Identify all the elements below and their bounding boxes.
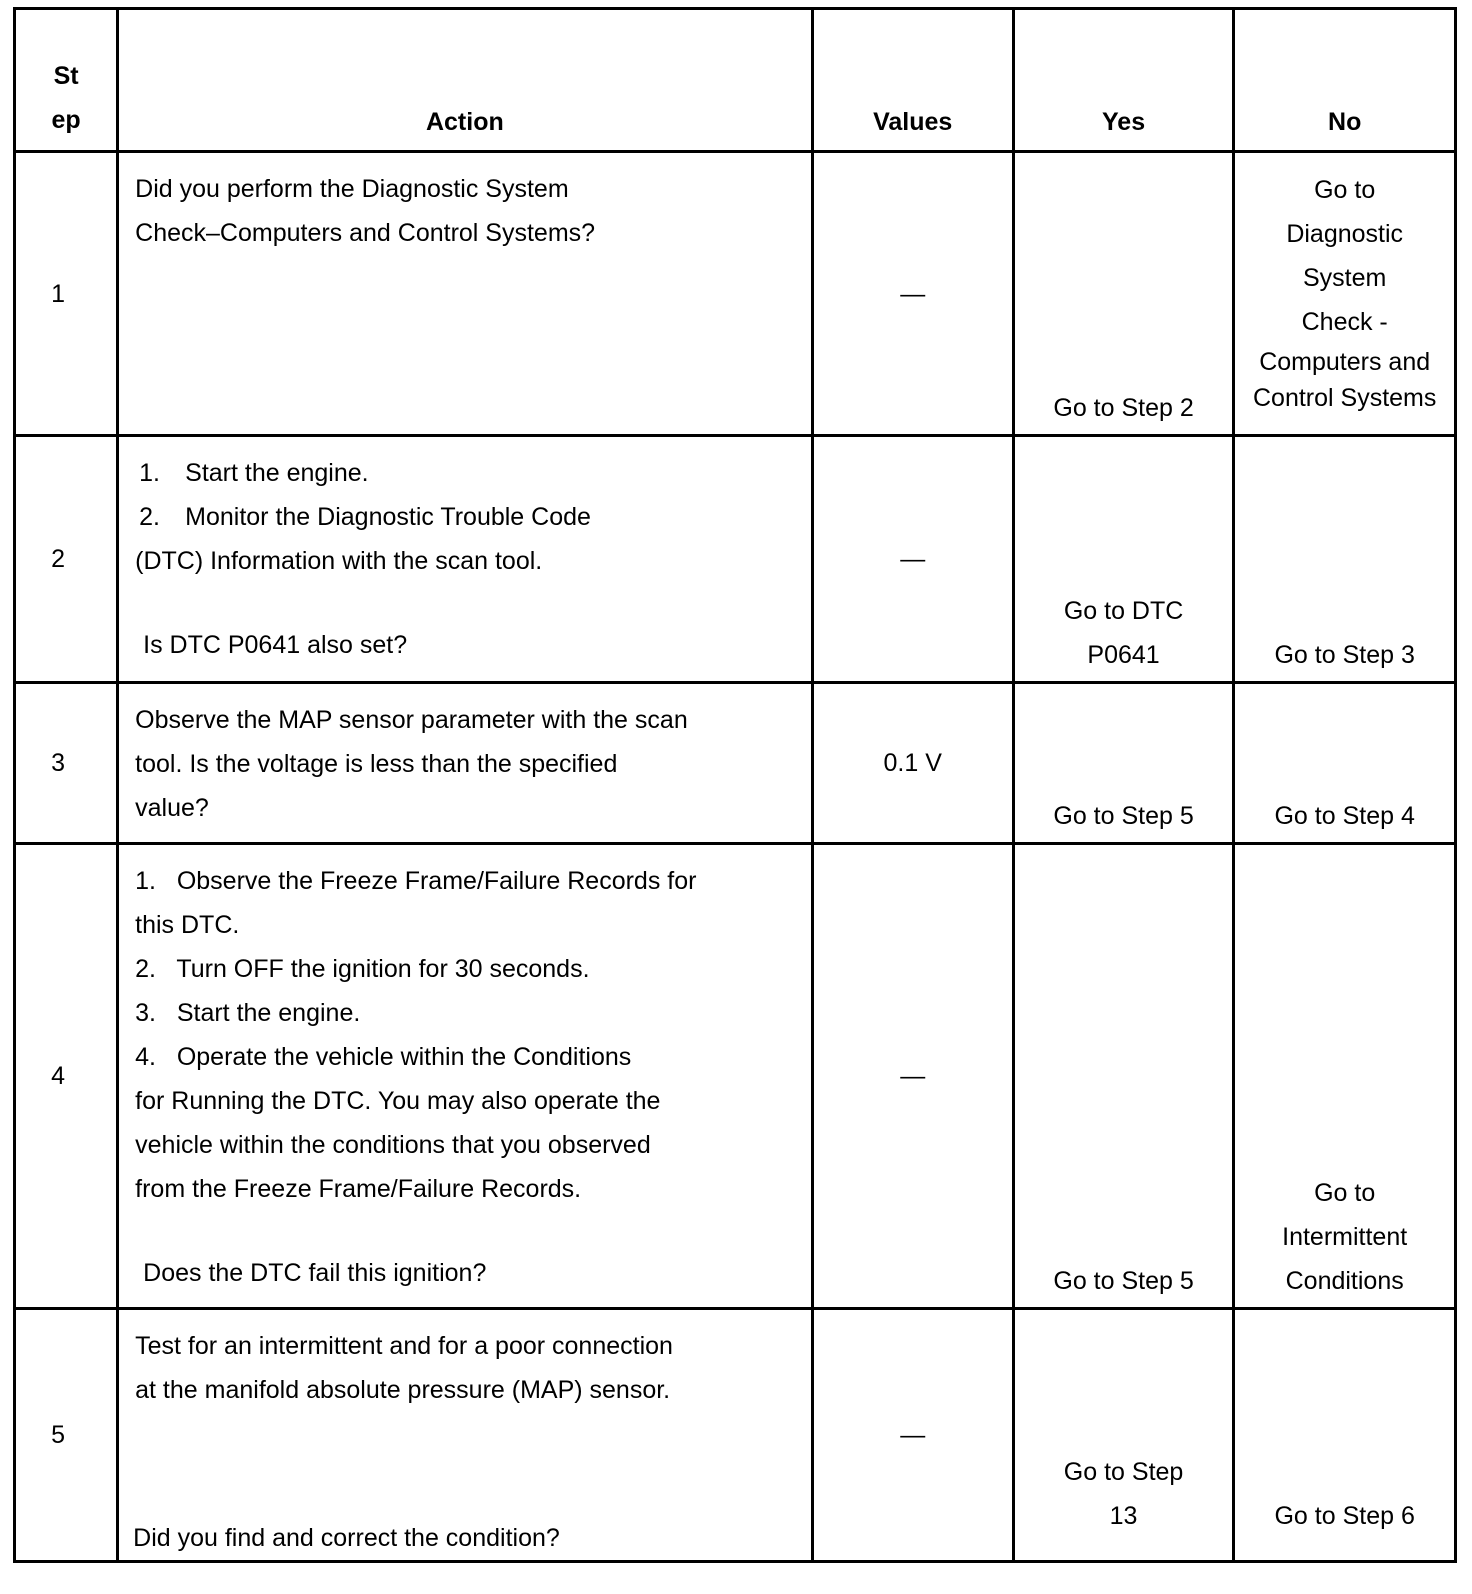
yes-cell <box>1013 683 1234 844</box>
yes-link[interactable]: Go to Step 5 <box>1053 802 1194 830</box>
action-text: Test for an intermittent and for a poor connection <box>135 1332 673 1360</box>
step-number: 1 <box>15 152 118 436</box>
action-list-item: 1. Start the engine. <box>139 459 369 487</box>
action-text: 4. Operate the vehicle within the Conditions <box>135 1043 632 1071</box>
no-cell[interactable] <box>1234 152 1456 436</box>
table-row <box>15 844 1456 1309</box>
step-number: 2 <box>15 436 118 683</box>
action-text: from the Freeze Frame/Failure Records. <box>135 1175 582 1203</box>
no-link-line: Computers and <box>1259 348 1431 376</box>
action-question: Did you find and correct the condition? <box>133 1524 560 1552</box>
action-cell <box>118 844 812 1309</box>
action-question: Is DTC P0641 also set? <box>143 631 408 659</box>
action-cell <box>118 152 812 436</box>
table-row <box>15 683 1456 844</box>
step-number: 3 <box>15 683 118 844</box>
yes-cell <box>1013 844 1234 1309</box>
no-link[interactable]: Go to Step 6 <box>1274 1502 1415 1530</box>
step-header-line1: St <box>53 62 79 90</box>
step-header-line2: ep <box>51 106 81 134</box>
no-cell <box>1234 683 1456 844</box>
action-text: Did you perform the Diagnostic System <box>135 175 569 203</box>
values-header: Values <box>812 9 1013 152</box>
yes-cell[interactable] <box>1013 1309 1234 1562</box>
action-text: 3. Start the engine. <box>135 999 361 1027</box>
yes-link-line: 13 <box>1109 1502 1138 1530</box>
action-cell <box>118 436 812 683</box>
yes-link[interactable]: Go to Step 5 <box>1053 1267 1194 1295</box>
action-text: 1. Observe the Freeze Frame/Failure Records for <box>135 867 697 895</box>
no-link[interactable]: Go to Step 3 <box>1274 641 1415 669</box>
value-cell: 0.1 V <box>812 683 1013 844</box>
header-row <box>15 9 1456 152</box>
action-text: at the manifold absolute pressure (MAP) sensor. <box>135 1376 671 1404</box>
action-text: (DTC) Information with the scan tool. <box>135 547 543 575</box>
yes-link[interactable]: Go to Step 2 <box>1053 394 1194 422</box>
yes-link-line: P0641 <box>1087 641 1160 669</box>
no-link-line: Control Systems <box>1252 384 1437 412</box>
no-link-line: Diagnostic <box>1286 220 1404 248</box>
no-cell <box>1234 1309 1456 1562</box>
step-number: 4 <box>15 844 118 1309</box>
no-link-line: Check - <box>1301 308 1388 336</box>
action-text: tool. Is the voltage is less than the specified <box>135 750 618 778</box>
yes-header: Yes <box>1013 9 1234 152</box>
no-link-line: Go to <box>1314 176 1376 204</box>
action-list-item: 2. Monitor the Diagnostic Trouble Code <box>139 503 591 531</box>
no-link[interactable]: Go to Step 4 <box>1274 802 1415 830</box>
no-cell[interactable] <box>1234 844 1456 1309</box>
value-cell: — <box>812 152 1013 436</box>
action-text: 2. Turn OFF the ignition for 30 seconds. <box>135 955 590 983</box>
no-cell <box>1234 436 1456 683</box>
action-text: for Running the DTC. You may also operate the <box>135 1087 661 1115</box>
step-header <box>15 9 118 152</box>
action-header: Action <box>118 9 812 152</box>
table-row <box>15 1309 1456 1562</box>
action-cell <box>118 683 812 844</box>
step-number: 5 <box>15 1309 118 1562</box>
value-cell: — <box>812 436 1013 683</box>
yes-link-line: Go to Step <box>1063 1458 1184 1486</box>
no-link-line: System <box>1303 264 1387 292</box>
yes-cell <box>1013 152 1234 436</box>
value-cell: — <box>812 844 1013 1309</box>
action-text: Check–Computers and Control Systems? <box>135 219 596 247</box>
action-cell <box>118 1309 812 1562</box>
action-text: vehicle within the conditions that you observed <box>135 1131 651 1159</box>
yes-link-line: Go to DTC <box>1063 597 1184 625</box>
no-link-line: Intermittent <box>1282 1223 1408 1251</box>
action-question: Does the DTC fail this ignition? <box>143 1259 487 1287</box>
action-text: Observe the MAP sensor parameter with the scan <box>135 706 688 734</box>
diagnostic-table <box>13 7 1457 1563</box>
action-text: value? <box>135 794 209 822</box>
yes-cell[interactable] <box>1013 436 1234 683</box>
no-link-line: Go to <box>1314 1179 1376 1207</box>
table-row <box>15 152 1456 436</box>
value-cell: — <box>812 1309 1013 1562</box>
action-text: this DTC. <box>135 911 240 939</box>
table-row <box>15 436 1456 683</box>
no-link-line: Conditions <box>1285 1267 1404 1295</box>
no-header: No <box>1234 9 1456 152</box>
